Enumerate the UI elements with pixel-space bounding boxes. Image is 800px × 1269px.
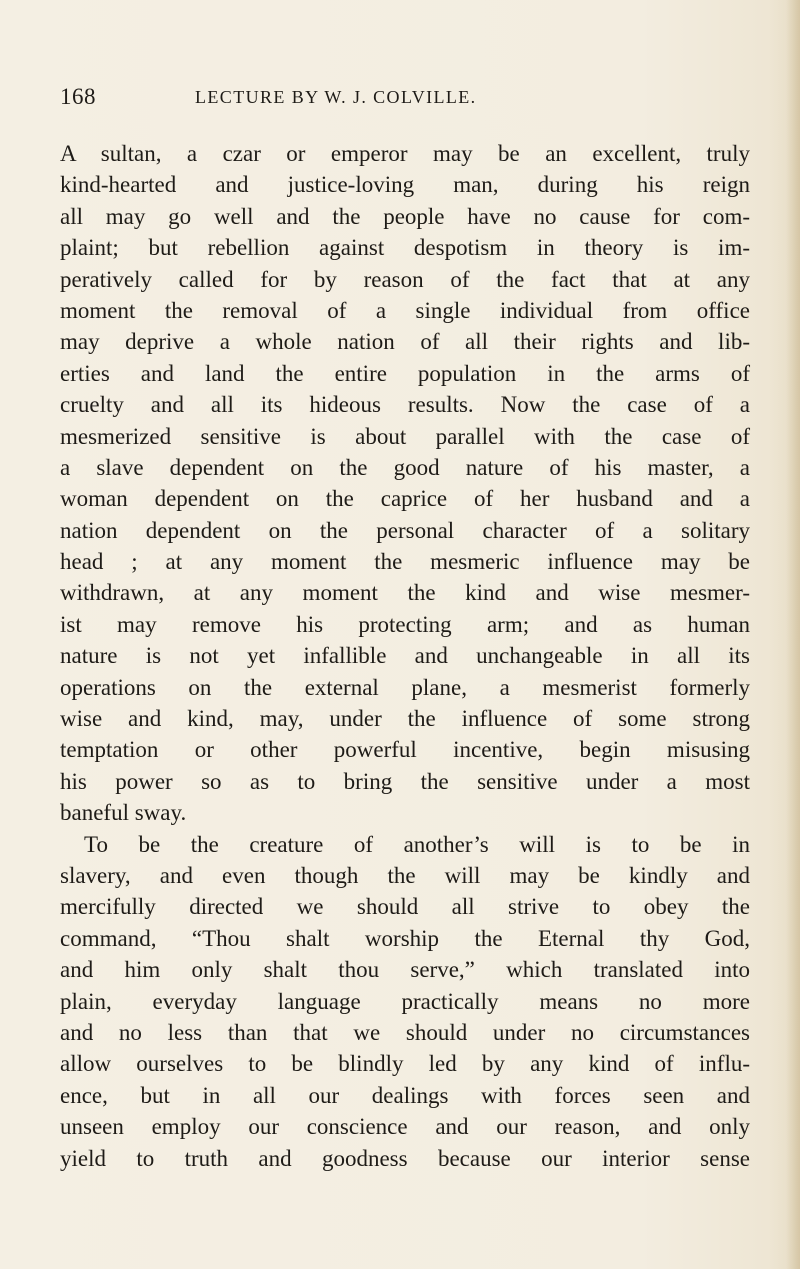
text-line: allow ourselves to be blindly led by any kind of influ- [60, 1051, 750, 1077]
text-line: mercifully directed we should all strive to obey the [60, 894, 750, 920]
text-line: may deprive a whole nation of all their rights and lib- [60, 329, 750, 355]
text-line: ence, but in all our dealings with forces seen and [60, 1082, 750, 1108]
text-line: operations on the external plane, a mesmerist formerly [60, 674, 750, 700]
text-line: moment the removal of a single individual from office [60, 297, 750, 323]
page-number: 168 [60, 84, 96, 109]
text-line: peratively called for by reason of the fact that at any [60, 266, 750, 292]
text-line: a slave dependent on the good nature of his master, a [60, 454, 750, 480]
text-line: kind-hearted and justice-loving man, during his reign [60, 172, 750, 198]
text-line: all may go well and the people have no cause for com- [60, 203, 750, 229]
text-line: mesmerized sensitive is about parallel with the case of [60, 423, 750, 449]
paragraph-end-line: baneful sway. [60, 800, 187, 826]
text-line: wise and kind, may, under the influence of some strong [60, 706, 750, 732]
text-line: withdrawn, at any moment the kind and wise mesmer- [60, 580, 750, 606]
text-line: his power so as to bring the sensitive under a most [60, 768, 750, 794]
text-line: head ; at any moment the mesmeric influence may be [60, 549, 750, 575]
body-text [60, 138, 750, 1174]
text-line: erties and land the entire population in the arms of [60, 360, 750, 386]
text-line: A sultan, a czar or emperor may be an excellent, truly [60, 141, 750, 166]
text-line: plaint; but rebellion against despotism in theory is im- [60, 235, 750, 261]
text-line: and no less than that we should under no circumstances [60, 1019, 750, 1045]
text-line: command, “Thou shalt worship the Eternal thy God, [60, 925, 750, 951]
text-line: slavery, and even though the will may be kindly and [60, 862, 750, 888]
text-line: woman dependent on the caprice of her husband and a [60, 486, 750, 512]
text-line: ist may remove his protecting arm; and as human [60, 611, 750, 637]
text-line: plain, everyday language practically means no more [60, 988, 750, 1014]
text-line: and him only shalt thou serve,” which translated into [60, 957, 750, 983]
running-head [60, 84, 750, 114]
text-line: cruelty and all its hideous results. Now the case of a [60, 392, 750, 418]
running-title: LECTURE BY W. J. COLVILLE. [195, 87, 477, 107]
paragraph-start-line: To be the creature of another’s will is to be in [84, 831, 750, 857]
text-line: yield to truth and goodness because our interior sense [60, 1145, 750, 1171]
text-line: nation dependent on the personal character of a solitary [60, 517, 750, 543]
text-line: nature is not yet infallible and unchangeable in all its [60, 643, 750, 669]
text-line: unseen employ our conscience and our reason, and only [60, 1114, 750, 1140]
page-edge-shadow [786, 0, 800, 1269]
text-line: temptation or other powerful incentive, begin misusing [60, 737, 750, 763]
